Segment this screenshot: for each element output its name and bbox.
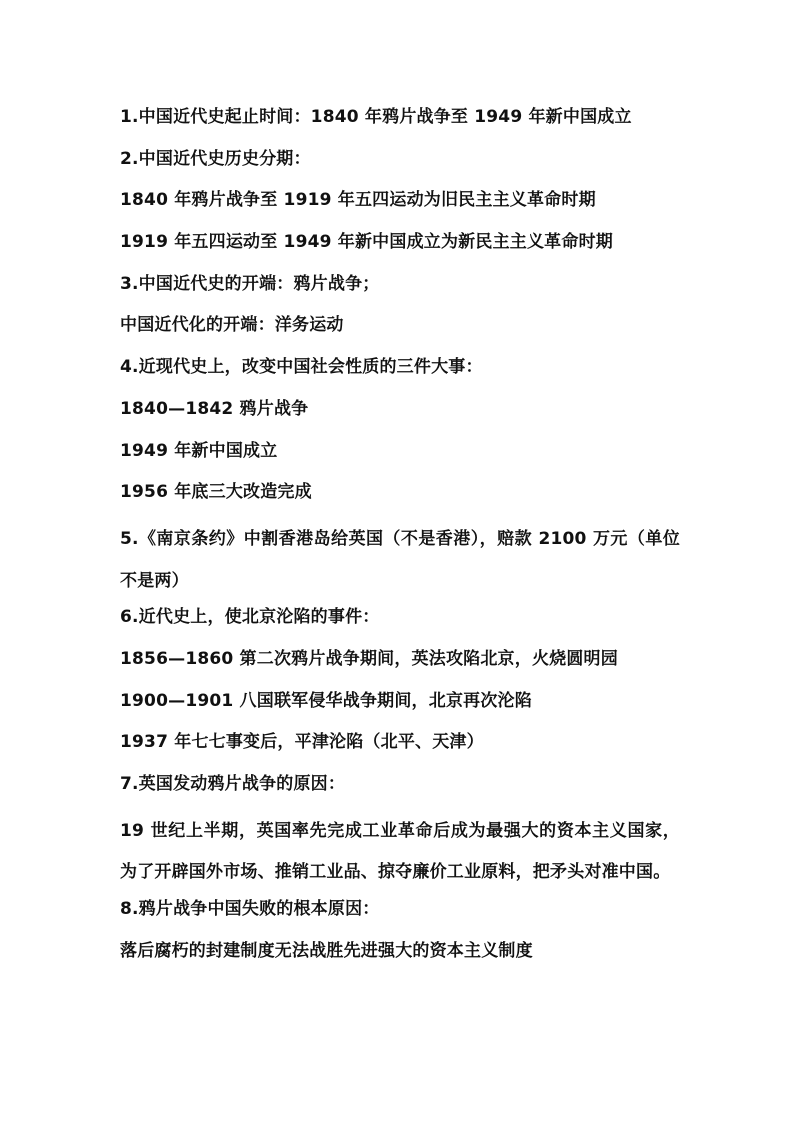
item-3-heading: 3.中国近代史的开端：鸦片战争；	[120, 273, 380, 294]
item-6-heading: 6.近代史上，使北京沦陷的事件：	[120, 607, 380, 628]
item-4-line-3: 1956 年底三大改造完成	[120, 482, 312, 503]
item-8-heading: 8.鸦片战争中国失败的根本原因：	[120, 899, 380, 920]
item-6-line-3: 1937 年七七事变后，平津沦陷（北平、天津）	[120, 732, 484, 753]
item-1-heading: 1.中国近代史起止时间：1840 年鸦片战争至 1949 年新中国成立	[120, 107, 632, 127]
item-3-line-1: 中国近代化的开端：洋务运动	[120, 315, 344, 336]
item-7-paragraph: 19 世纪上半期，英国率先完成工业革命后成为最强大的资本主义国家，为了开辟国外市场、推销工业品、掠夺廉价工业原料，把矛头对准中国。	[120, 820, 680, 883]
item-4-line-2: 1949 年新中国成立	[120, 440, 278, 461]
item-7-heading: 7.英国发动鸦片战争的原因：	[120, 774, 346, 795]
item-4-line-1: 1840—1842 鸦片战争	[120, 398, 309, 419]
item-2-heading: 2.中国近代史历史分期：	[120, 148, 311, 169]
document-page	[120, 102, 680, 978]
item-2-line-1: 1840 年鸦片战争至 1919 年五四运动为旧民主主义革命时期	[120, 190, 596, 211]
item-6-line-1: 1856—1860 第二次鸦片战争期间，英法攻陷北京，火烧圆明园	[120, 648, 618, 669]
item-2-line-2: 1919 年五四运动至 1949 年新中国成立为新民主主义革命时期	[120, 232, 613, 253]
item-6-line-2: 1900—1901 八国联军侵华战争期间，北京再次沦陷	[120, 690, 532, 711]
item-4-heading: 4.近现代史上，改变中国社会性质的三件大事：	[120, 357, 483, 378]
item-5-paragraph: 5.《南京条约》中割香港岛给英国（不是香港），赔款 2100 万元（单位不是两）	[120, 528, 680, 591]
item-8-line-1: 落后腐朽的封建制度无法战胜先进强大的资本主义制度	[120, 940, 533, 961]
